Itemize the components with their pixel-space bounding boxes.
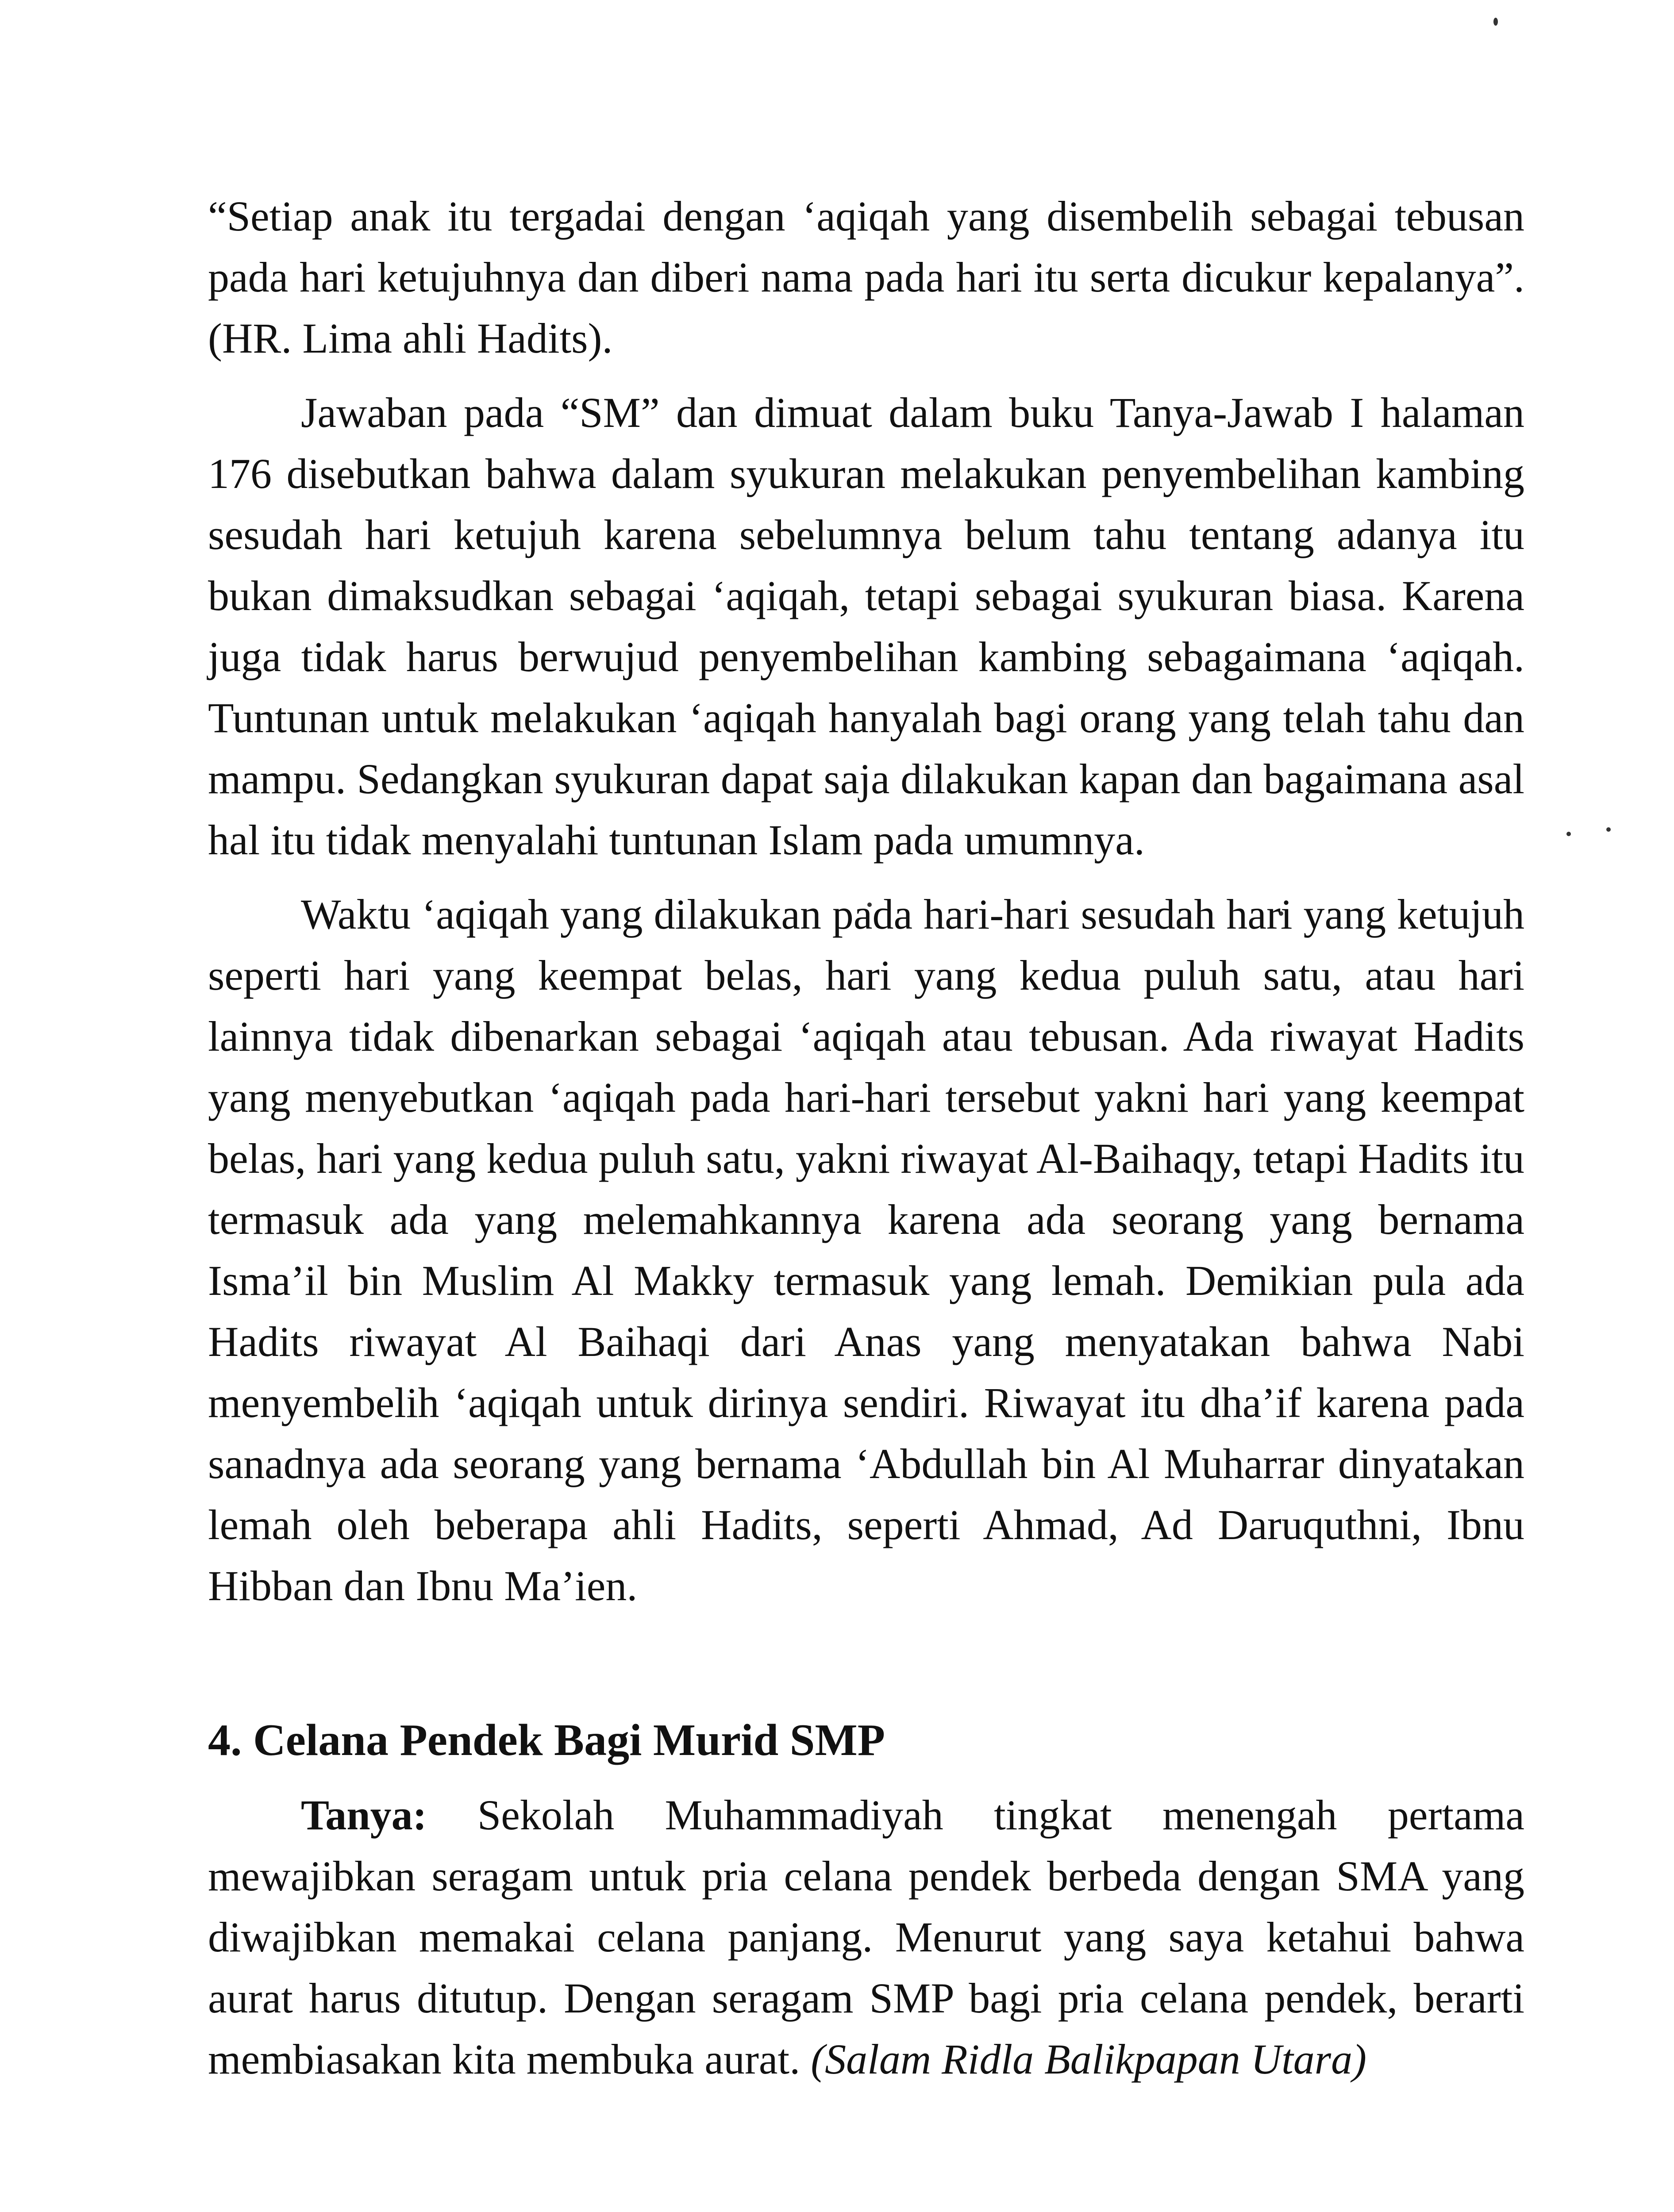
section-heading: 4. Celana Pendek Bagi Murid SMP	[208, 1715, 885, 1765]
question-label: Tanya:	[301, 1791, 427, 1839]
hadith-quote-paragraph: “Setiap anak itu tergadai dengan ‘aqiqah yang disembelih sebagai tebusan pada hari ketujuhnya dan diberi nama pada hari itu serta dicukur kepalanya”. (HR. Lima ahli Hadits).	[208, 192, 1524, 362]
answer-paragraph: Jawaban pada “SM” dan dimuat dalam buku Tanya-Jawab I halaman 176 disebutkan bahwa dalam syukuran melakukan penyembelihan kambing sesudah hari ketujuh karena sebelumnya belum tahu tentang adanya itu bukan dimaksudkan sebagai ‘aqiqah, tetapi sebagai syukuran biasa. Karena juga tidak harus berwujud penyembelihan kambing sebagaimana ‘aqiqah. Tuntunan untuk melakukan ‘aqiqah hanyalah bagi orang yang telah tahu dan mampu. Sedangkan syukuran dapat saja dilakukan kapan dan bagaimana asal hal itu tidak menyalahi tuntunan Islam pada umumnya.	[208, 389, 1524, 864]
text-column	[208, 186, 1524, 2090]
aqiqah-timing-paragraph: Waktu ‘aqiqah yang dilakukan pada hari-hari sesudah hari yang ketujuh seperti hari yang keempat belas, hari yang kedua puluh satu, atau hari lainnya tidak dibenarkan sebagai ‘aqiqah atau tebusan. Ada riwayat Hadits yang menyebutkan ‘aqiqah pada hari-hari tersebut yakni hari yang keempat belas, hari yang kedua puluh satu, yakni riwayat Al-Baihaqy, tetapi Hadits itu termasuk ada yang melemahkannya karena ada seorang yang bernama Isma’il bin Muslim Al Makky termasuk yang lemah. Demikian pula ada Hadits riwayat Al Baihaqi dari Anas yang menyatakan bahwa Nabi menyembelih ‘aqiqah untuk dirinya sendiri. Riwayat itu dha’if karena pada sanadnya ada seorang yang bernama ‘Abdullah bin Al Muharrar dinyatakan lemah oleh beberapa ahli Hadits, seperti Ahmad, Ad Daruquthni, Ibnu Hibban dan Ibnu Ma’ien.	[208, 891, 1524, 1609]
scan-speck	[1606, 827, 1611, 832]
question-paragraph	[208, 1785, 1524, 2090]
scan-speck	[1493, 18, 1498, 26]
question-body: Sekolah Muhammadiyah tingkat menengah pertama mewajibkan seragam untuk pria celana pendek berbeda dengan SMA yang diwajibkan memakai celana panjang. Menurut yang saya ketahui bahwa aurat harus ditutup. Dengan seragam SMP bagi pria celana pendek, berarti membiasakan kita membuka aurat.	[208, 1791, 1524, 2083]
question-signature: (Salam Ridla Balikpapan Utara)	[811, 2035, 1367, 2083]
scan-speck	[1566, 832, 1571, 836]
